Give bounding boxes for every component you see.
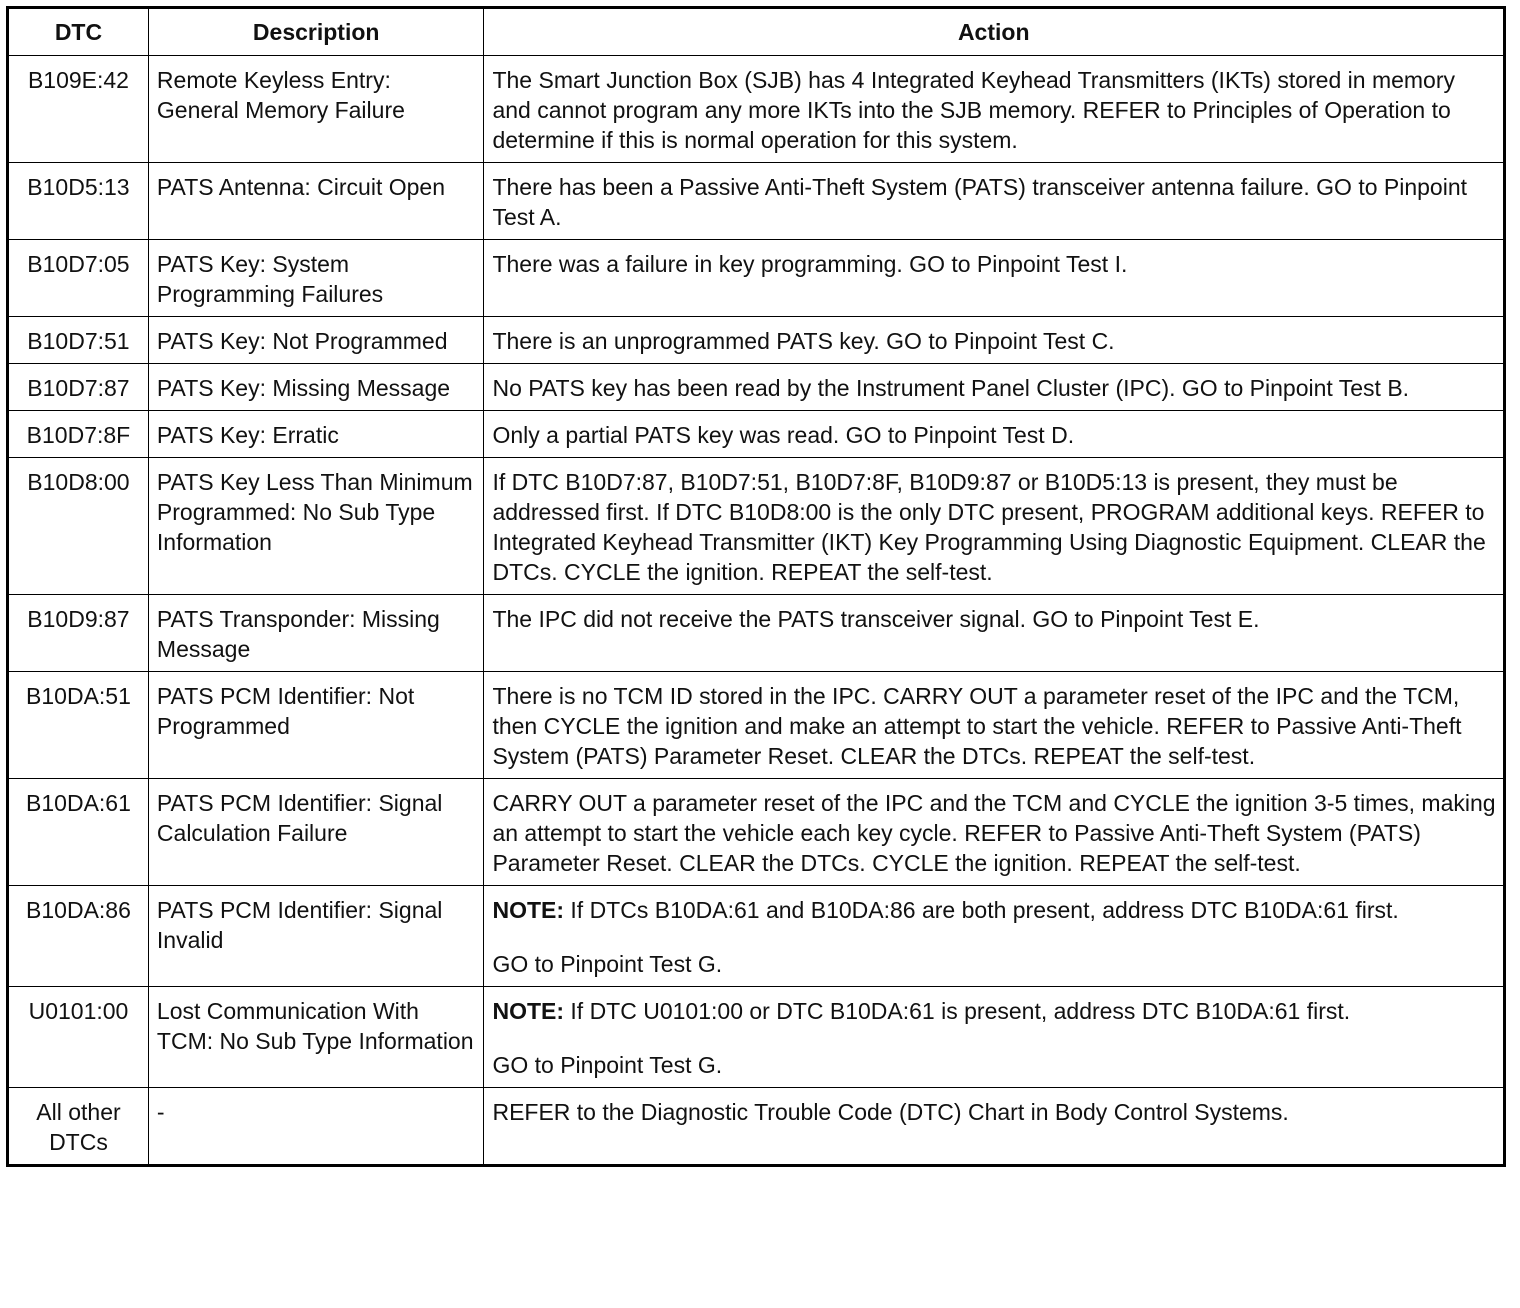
dtc-action: There has been a Passive Anti-Theft System (PATS) transceiver antenna failure. GO to Pinpoint Test A. xyxy=(484,163,1505,240)
table-row xyxy=(8,56,1505,163)
dtc-action: If DTC B10D7:87, B10D7:51, B10D7:8F, B10D9:87 or B10D5:13 is present, they must be addressed first. If DTC B10D8:00 is the only DTC present, PROGRAM additional keys. REFER to Integrated Keyhead Transmitter (IKT) Key Programming Using Diagnostic Equipment. CLEAR the DTCs. CYCLE the ignition. REPEAT the self-test. xyxy=(484,458,1505,595)
dtc-table xyxy=(6,6,1506,1167)
dtc-description: PATS PCM Identifier: Signal Calculation Failure xyxy=(148,779,484,886)
dtc-description: PATS Transponder: Missing Message xyxy=(148,595,484,672)
dtc-action: REFER to the Diagnostic Trouble Code (DTC) Chart in Body Control Systems. xyxy=(484,1088,1505,1166)
table-row xyxy=(8,779,1505,886)
dtc-code: U0101:00 xyxy=(8,987,149,1088)
dtc-description: PATS Key: Erratic xyxy=(148,411,484,458)
dtc-code: B10DA:51 xyxy=(8,672,149,779)
dtc-action: The IPC did not receive the PATS transceiver signal. GO to Pinpoint Test E. xyxy=(484,595,1505,672)
dtc-description: PATS Key: Missing Message xyxy=(148,364,484,411)
table-row xyxy=(8,672,1505,779)
table-row xyxy=(8,987,1505,1088)
dtc-description: Lost Communication With TCM: No Sub Type Information xyxy=(148,987,484,1088)
dtc-code: B10D7:87 xyxy=(8,364,149,411)
dtc-action: CARRY OUT a parameter reset of the IPC and the TCM and CYCLE the ignition 3-5 times, making an attempt to start the vehicle each key cycle. REFER to Passive Anti-Theft System (PATS) Parameter Reset. CLEAR the DTCs. CYCLE the ignition. REPEAT the self-test. xyxy=(484,779,1505,886)
dtc-description: Remote Keyless Entry: General Memory Failure xyxy=(148,56,484,163)
dtc-description: PATS Antenna: Circuit Open xyxy=(148,163,484,240)
dtc-action: There is no TCM ID stored in the IPC. CARRY OUT a parameter reset of the IPC and the TCM, then CYCLE the ignition and make an attempt to start the vehicle. REFER to Passive Anti-Theft System (PATS) Parameter Reset. CLEAR the DTCs. REPEAT the self-test. xyxy=(484,672,1505,779)
table-row xyxy=(8,240,1505,317)
dtc-code: B109E:42 xyxy=(8,56,149,163)
note xyxy=(492,996,1496,1026)
dtc-action: There is an unprogrammed PATS key. GO to Pinpoint Test C. xyxy=(484,317,1505,364)
dtc-action: GO to Pinpoint Test G. xyxy=(492,1052,723,1078)
note-text: If DTCs B10DA:61 and B10DA:86 are both present, address DTC B10DA:61 first. xyxy=(564,897,1399,923)
dtc-description: PATS PCM Identifier: Not Programmed xyxy=(148,672,484,779)
header-action: Action xyxy=(484,8,1505,56)
dtc-action: No PATS key has been read by the Instrument Panel Cluster (IPC). GO to Pinpoint Test B. xyxy=(484,364,1505,411)
dtc-description: PATS PCM Identifier: Signal Invalid xyxy=(148,886,484,987)
header-dtc: DTC xyxy=(8,8,149,56)
dtc-code: B10DA:86 xyxy=(8,886,149,987)
dtc-action: Only a partial PATS key was read. GO to Pinpoint Test D. xyxy=(484,411,1505,458)
dtc-description: PATS Key Less Than Minimum Programmed: No Sub Type Information xyxy=(148,458,484,595)
dtc-code: B10D5:13 xyxy=(8,163,149,240)
dtc-code: B10D7:51 xyxy=(8,317,149,364)
dtc-code: B10DA:61 xyxy=(8,779,149,886)
dtc-table-container xyxy=(6,6,1506,1167)
dtc-code: B10D9:87 xyxy=(8,595,149,672)
note-text: If DTC U0101:00 or DTC B10DA:61 is present, address DTC B10DA:61 first. xyxy=(564,998,1351,1024)
table-row xyxy=(8,163,1505,240)
dtc-action-cell xyxy=(484,886,1505,987)
header-description: Description xyxy=(148,8,484,56)
dtc-action: There was a failure in key programming. GO to Pinpoint Test I. xyxy=(484,240,1505,317)
table-row xyxy=(8,364,1505,411)
table-header-row xyxy=(8,8,1505,56)
note-label: NOTE: xyxy=(492,897,565,923)
dtc-action: The Smart Junction Box (SJB) has 4 Integrated Keyhead Transmitters (IKTs) stored in memory and cannot program any more IKTs into the SJB memory. REFER to Principles of Operation to determine if this is normal operation for this system. xyxy=(484,56,1505,163)
dtc-action: GO to Pinpoint Test G. xyxy=(492,951,723,977)
dtc-code: B10D7:05 xyxy=(8,240,149,317)
dtc-code: All other DTCs xyxy=(8,1088,149,1166)
dtc-description: PATS Key: Not Programmed xyxy=(148,317,484,364)
note-label: NOTE: xyxy=(492,998,565,1024)
dtc-description: PATS Key: System Programming Failures xyxy=(148,240,484,317)
table-row xyxy=(8,1088,1505,1166)
dtc-code: B10D8:00 xyxy=(8,458,149,595)
table-row xyxy=(8,595,1505,672)
dtc-description: - xyxy=(148,1088,484,1166)
dtc-action-cell xyxy=(484,987,1505,1088)
table-row xyxy=(8,411,1505,458)
table-row xyxy=(8,317,1505,364)
table-row xyxy=(8,886,1505,987)
dtc-code: B10D7:8F xyxy=(8,411,149,458)
table-row xyxy=(8,458,1505,595)
note xyxy=(492,895,1496,925)
